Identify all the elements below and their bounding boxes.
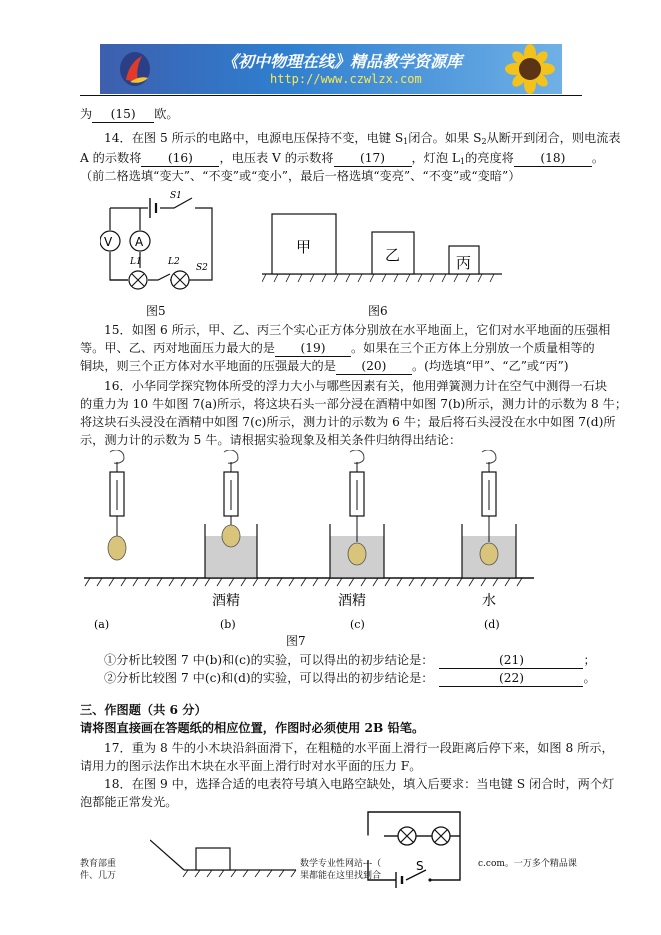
q14-line3: （前二格选填“变大”、“不变”或“变小”，最后一格选填“变亮”、“不变”或“变暗”） (80, 169, 521, 183)
svg-text:酒精: 酒精 (212, 593, 240, 609)
svg-text:乙: 乙 (385, 246, 401, 264)
q17-line2: 请用力的图示法作出木块在水平面上滑行时对水平面的压力 F。 (80, 759, 422, 773)
setup-a (108, 450, 126, 560)
q15-line1: 15．如图 6 所示，甲、乙、丙三个实心正方体分别放在水平地面上，它们对水平地面的压强相 (104, 323, 611, 337)
q15-line2: 等。甲、乙、丙对地面压力最大的是 (19) 。如果在三个正方体上分别放一个质量相等的 (80, 341, 595, 355)
conclusion-1: ①分析比较图 7 中(b)和(c)的实验，可以得出的初步结论是： (21) ； (104, 653, 596, 667)
svg-text:酒精: 酒精 (338, 593, 366, 609)
svg-text:L1: L1 (130, 257, 142, 267)
banner-url[interactable]: http://www.czwlzx.com (270, 72, 422, 86)
footer-right: c.com。一万多个精品课 (478, 859, 577, 869)
svg-text:S2: S2 (196, 263, 208, 273)
svg-text:V: V (104, 235, 113, 249)
blank-15[interactable]: (15) (92, 106, 154, 123)
svg-text:(d): (d) (484, 618, 500, 630)
q18-line2: 泡都能正常发光。 (80, 795, 178, 809)
q15-line3: 铜块，则三个正方体对水平地面的压强最大的是 (20) 。(均选填“甲”、“乙”或“丙”) (80, 359, 569, 373)
q16-line3: 将这块石头浸没在酒精中如图 7(c)所示，测力计的示数为 6 牛；最后将石头浸没在水中如图 7(d)所 (80, 415, 616, 429)
blank-17[interactable]: (17) (334, 150, 412, 167)
banner-title: 《初中物理在线》精品教学资源库 (222, 52, 463, 71)
figure-6-label: 图6 (368, 304, 388, 318)
q14-line2: A 的示数将 (16) ，电压表 V 的示数将 (17) ，灯泡 $L_1$的亮度将 (18) 。 (80, 151, 605, 166)
q16-line1: 16．小华同学探究物体所受的浮力大小与哪些因素有关，他用弹簧测力计在空气中测得一石块 (104, 379, 608, 393)
q14-line1: 14．在图 5 所示的电路中，电源电压保持不变，电键 $S_1$闭合。如果 $S_2$从断开到闭合，则电流表 (104, 131, 621, 146)
blank-21[interactable]: (21) (439, 652, 583, 669)
q17-line1: 17．重为 8 牛的小木块沿斜面滑下，在粗糙的水平面上滑行一段距离后停下来，如图 8 所示， (104, 741, 614, 755)
blank-16[interactable]: (16) (141, 150, 219, 167)
figure-7-buoyancy (84, 450, 534, 630)
figure-6-cubes (262, 210, 502, 290)
footer-middle: 数学专业性网站---（ 果都能在这里找到合 (300, 859, 382, 881)
logo-icon (118, 50, 152, 88)
section-3-note: 请将图直接画在答题纸的相应位置，作图时必须使用 2B 铅笔。 (80, 721, 425, 735)
setup-c (330, 450, 384, 578)
svg-text:A: A (135, 235, 144, 249)
figure-8-incline (150, 836, 300, 886)
figure-5-label: 图5 (146, 304, 166, 318)
figure-5-circuit (100, 190, 220, 296)
blank-22[interactable]: (22) (439, 670, 583, 687)
svg-text:(b): (b) (220, 618, 236, 630)
blank-18[interactable]: (18) (514, 150, 592, 167)
svg-text:丙: 丙 (456, 254, 472, 272)
q16-line4: 示，测力计的示数为 5 牛。请根据实验现象及相关条件归纳得出结论： (80, 433, 462, 447)
blank-19[interactable]: (19) (275, 340, 351, 357)
svg-text:(a): (a) (94, 618, 110, 630)
sunflower-icon (498, 44, 562, 94)
svg-text:甲: 甲 (296, 238, 312, 256)
svg-text:(c): (c) (350, 618, 365, 630)
svg-text:S1: S1 (170, 191, 182, 201)
wood-block (196, 848, 230, 870)
header-rule (80, 95, 582, 96)
q13-tail: 为 (15) 欧。 (80, 107, 179, 121)
blank-20[interactable]: (20) (336, 358, 412, 375)
blank-meter-slot (360, 836, 376, 858)
svg-text:L2: L2 (168, 257, 180, 267)
setup-b (205, 450, 257, 578)
conclusion-2: ②分析比较图 7 中(c)和(d)的实验，可以得出的初步结论是： (22) 。 (104, 671, 596, 685)
section-3-title: 三、作图题（共 6 分） (80, 703, 207, 717)
setup-d (462, 450, 516, 578)
q16-line2: 的重力为 10 牛如图 7(a)所示，将这块石头一部分浸在酒精中如图 7(b)所示，测力计的示数为 8 牛； (80, 397, 628, 411)
svg-text:水: 水 (482, 593, 496, 609)
figure-7-label: 图7 (286, 634, 306, 648)
footer-left: 教育部重 件、几万 (80, 859, 117, 881)
q18-line1: 18．在图 9 中，选择合适的电表符号填入电路空缺处，填入后要求：当电键 S 闭合时，两个灯 (104, 777, 615, 791)
svg-text:S: S (416, 859, 424, 873)
header-banner (100, 44, 562, 94)
